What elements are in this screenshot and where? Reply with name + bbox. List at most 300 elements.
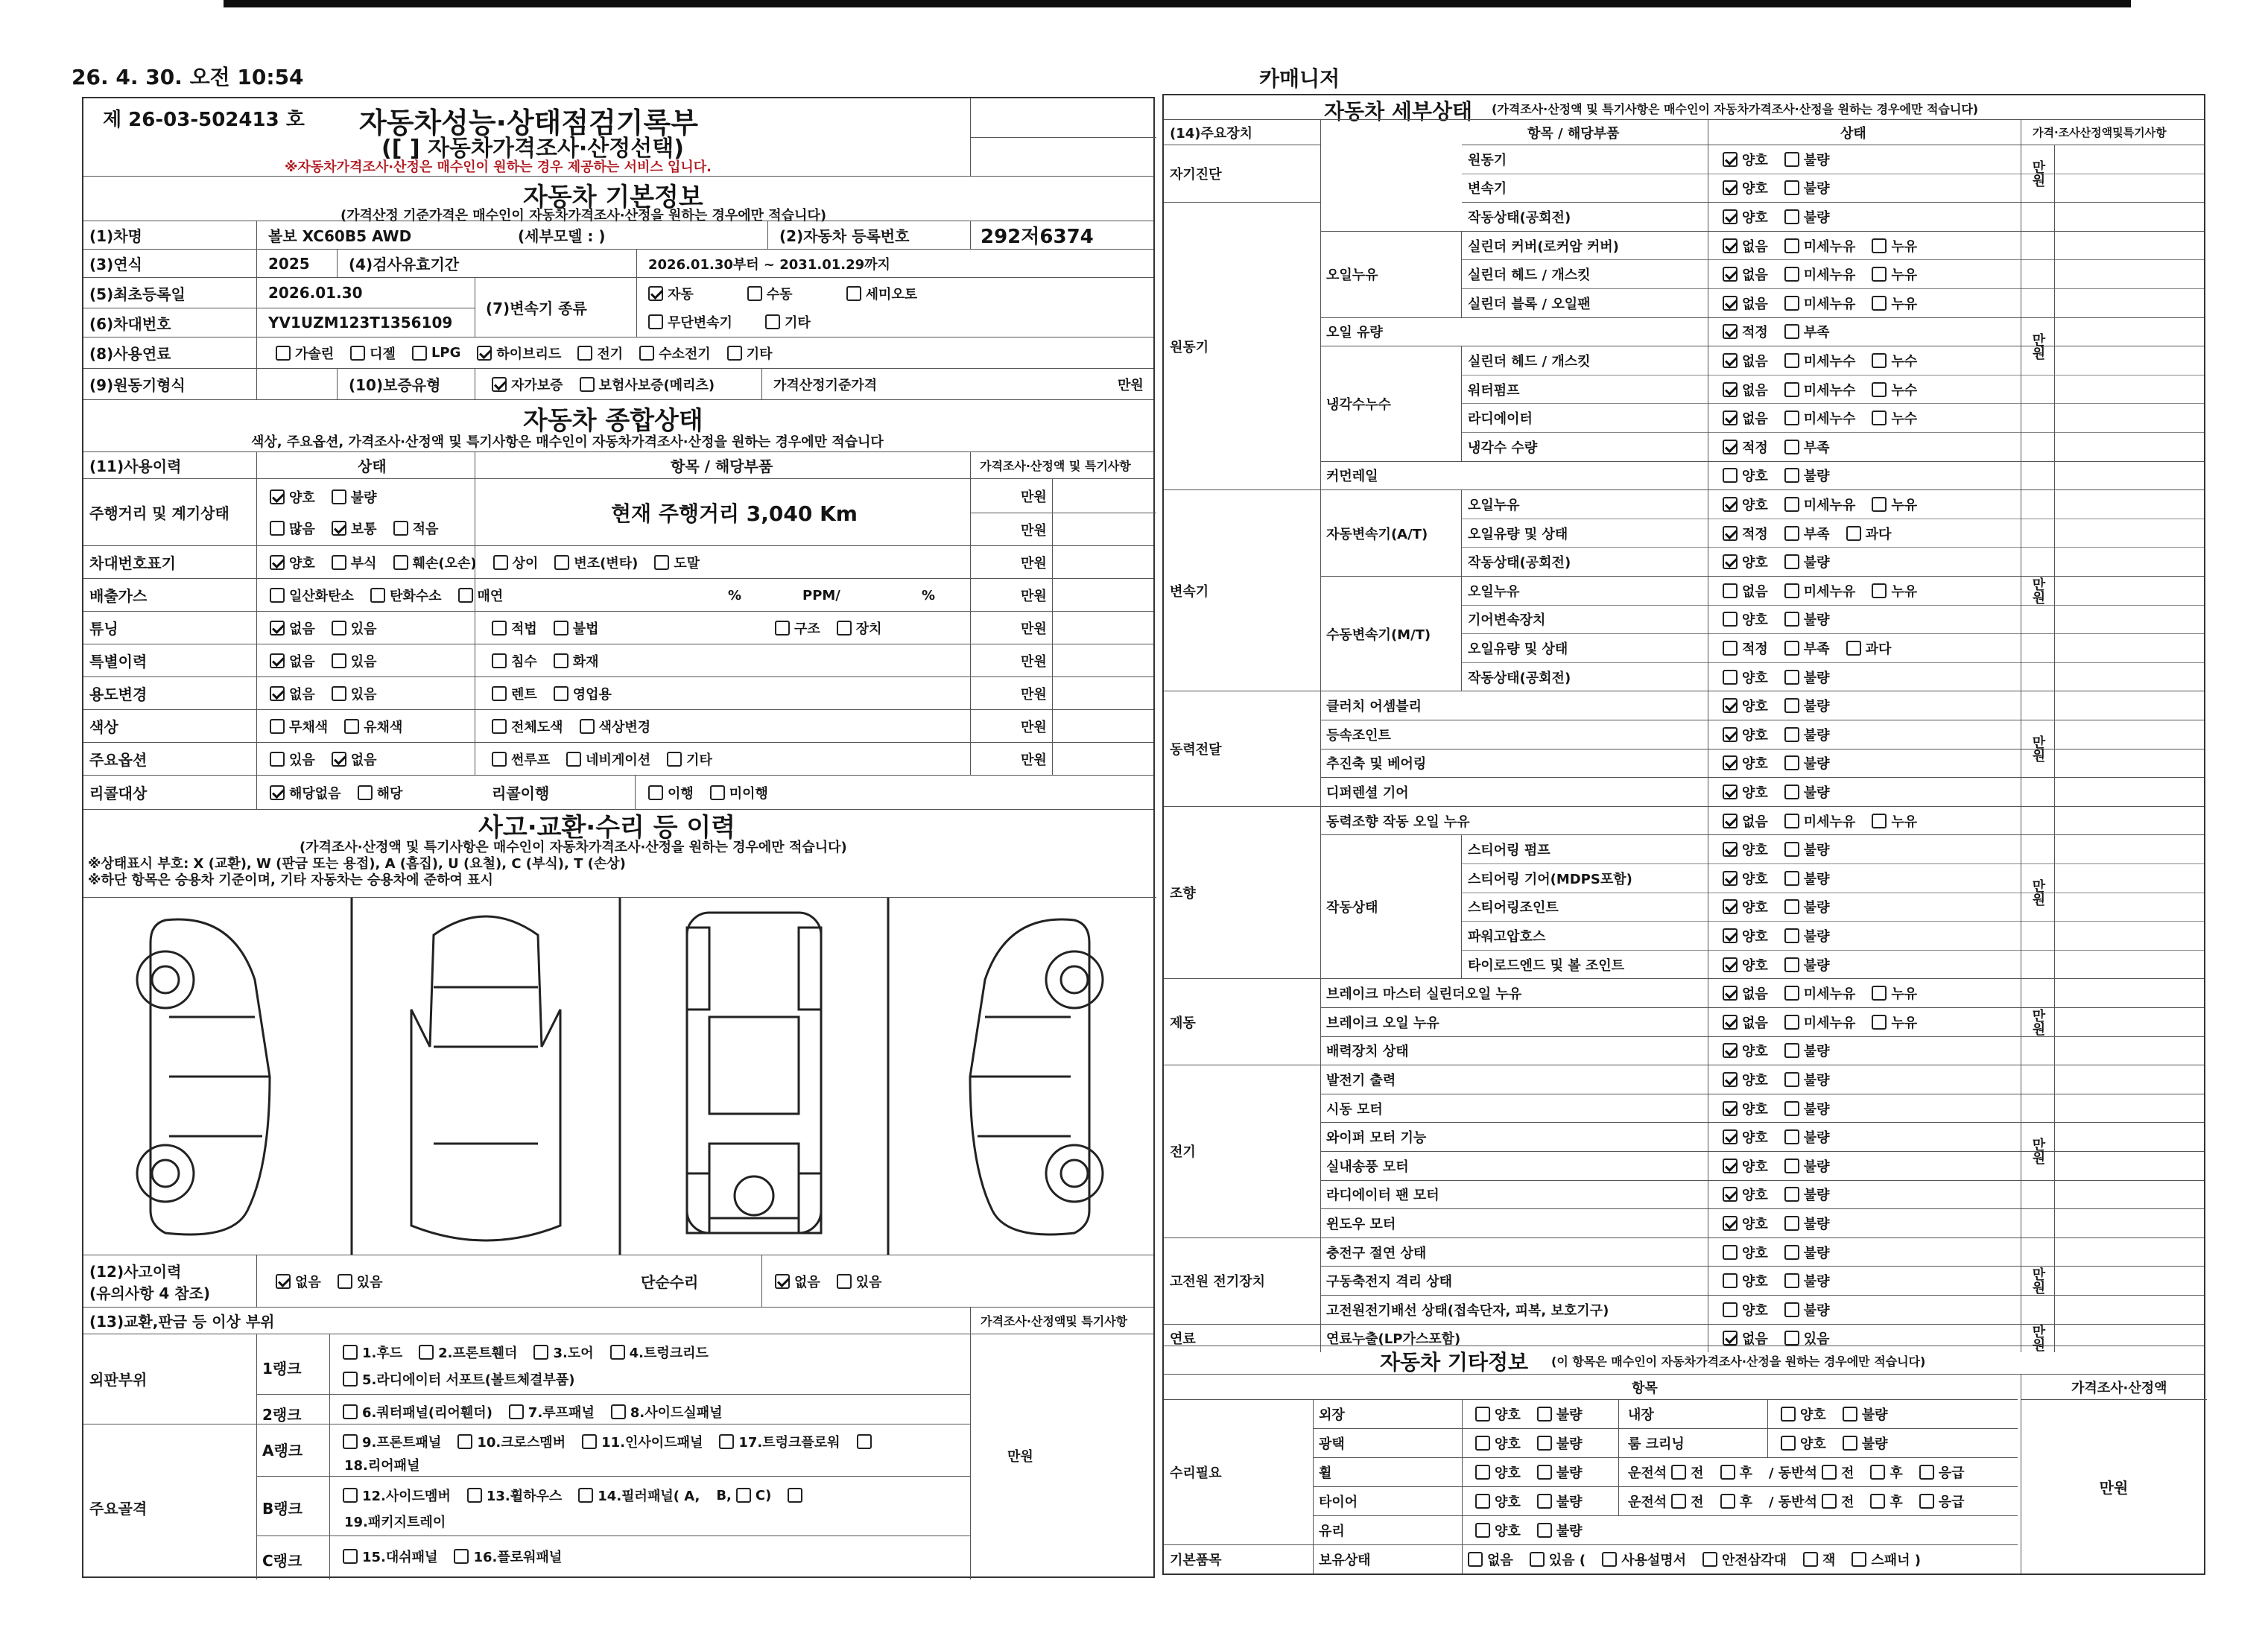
detail-opt-8-0[interactable]: 없음: [1723, 380, 1768, 399]
detail-opt-24-0[interactable]: 양호: [1723, 840, 1768, 859]
checkbox[interactable]: [1475, 1465, 1490, 1480]
checkbox-checked[interactable]: [1723, 1159, 1738, 1173]
part-pillar-b[interactable]: B,: [716, 1487, 732, 1503]
checkbox[interactable]: [1475, 1523, 1490, 1538]
color-opt-1-1[interactable]: 색상변경: [580, 717, 651, 736]
detail-opt-27-0[interactable]: 양호: [1723, 926, 1768, 945]
checkbox[interactable]: [1784, 1101, 1799, 1116]
checkbox[interactable]: [1784, 1015, 1799, 1030]
detail-opt-0-1[interactable]: 불량: [1784, 150, 1830, 169]
checkbox[interactable]: [1784, 670, 1799, 685]
checkbox[interactable]: [1784, 296, 1799, 311]
checkbox[interactable]: [1723, 1245, 1738, 1260]
trans-auto[interactable]: 자동: [648, 284, 694, 303]
checkbox-checked[interactable]: [1723, 554, 1738, 569]
checkbox[interactable]: [610, 1345, 625, 1360]
checkbox[interactable]: [270, 521, 285, 536]
r_room-bad[interactable]: 불량: [1843, 1433, 1888, 1453]
plate-opt-0-2[interactable]: 훼손(오손): [393, 553, 477, 572]
detail-opt-13-2[interactable]: 과다: [1846, 524, 1892, 543]
checkbox[interactable]: [276, 346, 291, 361]
wheel-emergency[interactable]: 응급: [1919, 1462, 1965, 1482]
checkbox[interactable]: [747, 286, 762, 301]
simple-yes[interactable]: 있음: [837, 1272, 882, 1291]
checkbox-checked[interactable]: [1723, 267, 1738, 282]
detail-opt-3-2[interactable]: 누유: [1872, 236, 1917, 256]
checkbox[interactable]: [1784, 554, 1799, 569]
tuning-opt-1-1[interactable]: 불법: [554, 618, 599, 638]
checkbox[interactable]: [1872, 411, 1887, 425]
part-door[interactable]: 3.도어: [533, 1343, 593, 1362]
checkbox-checked[interactable]: [1723, 871, 1738, 886]
checkbox-checked[interactable]: [1723, 727, 1738, 742]
part-side-member[interactable]: 12.사이드멤버: [343, 1486, 451, 1505]
checkbox[interactable]: [1843, 1407, 1857, 1422]
warranty-self[interactable]: 자가보증: [492, 375, 563, 394]
detail-opt-30-0[interactable]: 없음: [1723, 1012, 1768, 1032]
detail-opt-37-0[interactable]: 양호: [1723, 1214, 1768, 1233]
checkbox[interactable]: [719, 1434, 734, 1449]
detail-opt-4-0[interactable]: 없음: [1723, 264, 1768, 284]
checkbox-checked[interactable]: [332, 752, 346, 767]
option-opt-0-0[interactable]: 있음: [270, 749, 315, 769]
checkbox[interactable]: [1720, 1465, 1735, 1480]
checkbox[interactable]: [1872, 583, 1887, 598]
detail-opt-41-1[interactable]: 있음: [1784, 1328, 1830, 1348]
checkbox[interactable]: [1671, 1465, 1686, 1480]
checkbox[interactable]: [1919, 1465, 1934, 1480]
tuning-opt-0-0[interactable]: 없음: [270, 618, 315, 638]
tuning-opt-0-1[interactable]: 있음: [332, 618, 377, 638]
wheel-pass-rear[interactable]: 후: [1870, 1462, 1902, 1482]
detail-opt-17-1[interactable]: 부족: [1784, 638, 1830, 658]
detail-opt-34-1[interactable]: 불량: [1784, 1127, 1830, 1147]
r_inner-bad[interactable]: 불량: [1843, 1404, 1888, 1424]
checkbox-checked[interactable]: [1723, 324, 1738, 339]
checkbox-checked[interactable]: [1723, 1129, 1738, 1144]
checkbox[interactable]: [270, 719, 285, 734]
checkbox[interactable]: [270, 588, 285, 603]
checkbox[interactable]: [1537, 1436, 1552, 1451]
fuel-lpg[interactable]: LPG: [412, 345, 460, 361]
checkbox-checked[interactable]: [1723, 382, 1738, 397]
detail-opt-18-0[interactable]: 양호: [1723, 668, 1768, 687]
checkbox-checked[interactable]: [648, 286, 663, 301]
checkbox[interactable]: [667, 752, 682, 767]
checkbox[interactable]: [1843, 1436, 1857, 1451]
special-opt-1-0[interactable]: 침수: [492, 651, 537, 671]
checkbox-checked[interactable]: [1723, 928, 1738, 943]
trans-cvt[interactable]: 무단변속기: [648, 312, 732, 332]
fuel-hydrogen[interactable]: 수소전기: [639, 343, 711, 363]
checkbox[interactable]: [1784, 957, 1799, 972]
detail-opt-1-0[interactable]: 양호: [1723, 178, 1768, 197]
detail-opt-24-1[interactable]: 불량: [1784, 840, 1830, 859]
checkbox-checked[interactable]: [1723, 296, 1738, 311]
detail-opt-26-0[interactable]: 양호: [1723, 897, 1768, 916]
detail-opt-28-0[interactable]: 양호: [1723, 955, 1768, 974]
detail-opt-17-2[interactable]: 과다: [1846, 638, 1892, 658]
detail-opt-11-1[interactable]: 불량: [1784, 466, 1830, 485]
detail-opt-19-1[interactable]: 불량: [1784, 696, 1830, 715]
checkbox[interactable]: [1822, 1465, 1837, 1480]
checkbox[interactable]: [648, 314, 663, 329]
recall-opt-0-1[interactable]: 해당: [358, 783, 403, 802]
use-opt-1-1[interactable]: 영업용: [554, 684, 612, 703]
trans-semi[interactable]: 세미오토: [846, 284, 918, 303]
detail-opt-10-0[interactable]: 적정: [1723, 437, 1768, 457]
detail-opt-22-1[interactable]: 불량: [1784, 782, 1830, 802]
trans-manual[interactable]: 수동: [747, 284, 793, 303]
tire-pass-rear[interactable]: 후: [1870, 1492, 1902, 1511]
part-radiator-support[interactable]: 5.라디에이터 서포트(볼트체결부품): [343, 1369, 575, 1389]
recall-done-opt-1[interactable]: 미이행: [710, 783, 768, 802]
checkbox[interactable]: [1781, 1407, 1796, 1422]
checkbox[interactable]: [837, 1274, 852, 1289]
emission-opt-0-1[interactable]: 탄화수소: [370, 586, 442, 605]
checkbox[interactable]: [1671, 1494, 1686, 1509]
odo-few[interactable]: 적음: [393, 519, 439, 538]
detail-opt-32-1[interactable]: 불량: [1784, 1070, 1830, 1089]
checkbox[interactable]: [1537, 1494, 1552, 1509]
checkbox[interactable]: [580, 719, 595, 734]
checkbox-checked[interactable]: [1723, 842, 1738, 857]
fuel-gasoline[interactable]: 가솔린: [276, 343, 334, 363]
checkbox[interactable]: [1784, 928, 1799, 943]
detail-opt-7-1[interactable]: 미세누수: [1784, 351, 1856, 370]
wheel-pass-front[interactable]: 전: [1822, 1462, 1854, 1482]
checkbox[interactable]: [578, 1488, 593, 1503]
checkbox[interactable]: [1784, 411, 1799, 425]
checkbox[interactable]: [1872, 382, 1887, 397]
checkbox[interactable]: [1784, 814, 1799, 828]
checkbox[interactable]: [332, 621, 346, 636]
checkbox[interactable]: [1784, 1043, 1799, 1058]
detail-opt-28-1[interactable]: 불량: [1784, 955, 1830, 974]
checkbox-checked[interactable]: [270, 489, 285, 504]
checkbox-checked[interactable]: [1723, 1331, 1738, 1346]
detail-opt-16-0[interactable]: 양호: [1723, 609, 1768, 629]
checkbox[interactable]: [1872, 1015, 1887, 1030]
checkbox-checked[interactable]: [1723, 1187, 1738, 1202]
option-opt-1-2[interactable]: 기타: [667, 749, 712, 769]
checkbox-checked[interactable]: [1723, 1043, 1738, 1058]
checkbox[interactable]: [1784, 871, 1799, 886]
checkbox[interactable]: [1784, 1072, 1799, 1087]
detail-opt-4-1[interactable]: 미세누유: [1784, 264, 1856, 284]
part-side-sill[interactable]: 8.사이드실패널: [611, 1402, 723, 1422]
checkbox[interactable]: [611, 1404, 626, 1419]
emission-opt-0-2[interactable]: 매연: [458, 586, 504, 605]
keep-opt-4[interactable]: 잭: [1803, 1550, 1835, 1569]
tuning-opt-2-0[interactable]: 구조: [775, 618, 820, 638]
checkbox[interactable]: [765, 314, 780, 329]
r_tire-bad[interactable]: 불량: [1537, 1492, 1583, 1511]
checkbox-checked[interactable]: [1723, 440, 1738, 454]
checkbox-checked[interactable]: [1723, 209, 1738, 224]
detail-opt-36-1[interactable]: 불량: [1784, 1185, 1830, 1204]
checkbox[interactable]: [270, 752, 285, 767]
checkbox[interactable]: [1784, 468, 1799, 483]
checkbox[interactable]: [1872, 353, 1887, 368]
detail-opt-15-2[interactable]: 누유: [1872, 581, 1917, 600]
checkbox[interactable]: [1784, 1129, 1799, 1144]
detail-opt-16-1[interactable]: 불량: [1784, 609, 1830, 629]
detail-opt-2-0[interactable]: 양호: [1723, 207, 1768, 226]
plate-opt-0-0[interactable]: 양호: [270, 553, 315, 572]
checkbox[interactable]: [533, 1345, 548, 1360]
part-roof-panel[interactable]: 7.루프패널: [509, 1402, 595, 1422]
checkbox[interactable]: [1872, 497, 1887, 512]
checkbox[interactable]: [1870, 1465, 1885, 1480]
checkbox[interactable]: [1784, 1187, 1799, 1202]
checkbox[interactable]: [1846, 526, 1861, 541]
detail-opt-6-1[interactable]: 부족: [1784, 322, 1830, 341]
checkbox[interactable]: [1784, 842, 1799, 857]
odo-bad[interactable]: 불량: [332, 487, 377, 507]
detail-opt-35-1[interactable]: 불량: [1784, 1156, 1830, 1176]
checkbox[interactable]: [454, 1549, 469, 1564]
checkbox[interactable]: [412, 346, 427, 361]
checkbox[interactable]: [648, 785, 663, 800]
r_outer-bad[interactable]: 불량: [1537, 1404, 1583, 1424]
checkbox[interactable]: [554, 686, 568, 701]
checkbox[interactable]: [1781, 1436, 1796, 1451]
detail-opt-33-0[interactable]: 양호: [1723, 1099, 1768, 1118]
detail-opt-9-2[interactable]: 누수: [1872, 408, 1917, 428]
fuel-electric[interactable]: 전기: [577, 343, 623, 363]
checkbox[interactable]: [1723, 583, 1738, 598]
fuel-hybrid[interactable]: 하이브리드: [477, 343, 561, 363]
detail-opt-8-2[interactable]: 누수: [1872, 380, 1917, 399]
detail-opt-0-0[interactable]: 양호: [1723, 150, 1768, 169]
use-opt-0-0[interactable]: 없음: [270, 684, 315, 703]
checkbox[interactable]: [1784, 785, 1799, 799]
detail-opt-30-1[interactable]: 미세누유: [1784, 1012, 1856, 1032]
checkbox[interactable]: [1784, 583, 1799, 598]
checkbox[interactable]: [1602, 1552, 1617, 1567]
accident-yes[interactable]: 있음: [338, 1272, 383, 1291]
trans-other[interactable]: 기타: [765, 312, 811, 332]
checkbox[interactable]: [727, 346, 742, 361]
detail-opt-2-1[interactable]: 불량: [1784, 207, 1830, 226]
checkbox[interactable]: [1784, 180, 1799, 195]
checkbox[interactable]: [1784, 1245, 1799, 1260]
plate-opt-0-3[interactable]: 상이: [493, 553, 539, 572]
r_gloss-bad[interactable]: 불량: [1537, 1433, 1583, 1453]
warranty-insurer[interactable]: 보험사보증(메리츠): [580, 375, 715, 394]
detail-opt-5-2[interactable]: 누유: [1872, 294, 1917, 313]
detail-opt-12-0[interactable]: 양호: [1723, 495, 1768, 514]
checkbox[interactable]: [1784, 1273, 1799, 1288]
checkbox[interactable]: [1784, 382, 1799, 397]
recall-done-opt-0[interactable]: 이행: [648, 783, 694, 802]
checkbox[interactable]: [1530, 1552, 1545, 1567]
part-front-panel[interactable]: 9.프론트패널: [343, 1432, 441, 1451]
color-opt-1-0[interactable]: 전체도색: [492, 717, 563, 736]
detail-opt-13-1[interactable]: 부족: [1784, 524, 1830, 543]
checkbox[interactable]: [1784, 1159, 1799, 1173]
r_glass-bad[interactable]: 불량: [1537, 1521, 1583, 1540]
checkbox-checked[interactable]: [477, 346, 492, 361]
tuning-opt-2-1[interactable]: 장치: [837, 618, 882, 638]
detail-opt-19-0[interactable]: 양호: [1723, 696, 1768, 715]
checkbox[interactable]: [1872, 986, 1887, 1001]
checkbox[interactable]: [393, 521, 408, 536]
checkbox[interactable]: [343, 1345, 358, 1360]
checkbox-checked[interactable]: [270, 621, 285, 636]
plate-opt-0-5[interactable]: 도말: [654, 553, 700, 572]
r_wheel-ok[interactable]: 양호: [1475, 1462, 1521, 1482]
part-inside-panel[interactable]: 11.인사이드패널: [582, 1432, 703, 1451]
checkbox[interactable]: [1870, 1494, 1885, 1509]
tuning-opt-1-0[interactable]: 적법: [492, 618, 537, 638]
tire-driver-front[interactable]: 전: [1671, 1492, 1703, 1511]
checkbox-checked[interactable]: [1723, 698, 1738, 713]
checkbox[interactable]: [350, 346, 365, 361]
checkbox[interactable]: [1784, 698, 1799, 713]
detail-opt-15-1[interactable]: 미세누유: [1784, 581, 1856, 600]
fuel-other[interactable]: 기타: [727, 343, 773, 363]
detail-opt-7-0[interactable]: 없음: [1723, 351, 1768, 370]
checkbox[interactable]: [1846, 641, 1861, 656]
keep-opt-0[interactable]: 없음: [1468, 1550, 1513, 1569]
detail-opt-17-0[interactable]: 적정: [1723, 638, 1768, 658]
detail-opt-15-0[interactable]: 없음: [1723, 581, 1768, 600]
detail-opt-41-0[interactable]: 없음: [1723, 1328, 1768, 1348]
detail-opt-6-0[interactable]: 적정: [1723, 322, 1768, 341]
checkbox[interactable]: [1720, 1494, 1735, 1509]
checkbox[interactable]: [1784, 1216, 1799, 1231]
detail-opt-26-1[interactable]: 불량: [1784, 897, 1830, 916]
checkbox-checked[interactable]: [1723, 152, 1738, 167]
checkbox-checked[interactable]: [270, 555, 285, 570]
recall-opt-0-0[interactable]: 해당없음: [270, 783, 341, 802]
checkbox[interactable]: [493, 555, 508, 570]
checkbox[interactable]: [846, 286, 861, 301]
checkbox[interactable]: [1723, 641, 1738, 656]
detail-opt-39-1[interactable]: 불량: [1784, 1271, 1830, 1290]
checkbox[interactable]: [458, 588, 473, 603]
checkbox[interactable]: [857, 1434, 872, 1449]
checkbox[interactable]: [1784, 152, 1799, 167]
checkbox-checked[interactable]: [332, 521, 346, 536]
detail-opt-12-1[interactable]: 미세누유: [1784, 495, 1856, 514]
checkbox-checked[interactable]: [1723, 497, 1738, 512]
checkbox[interactable]: [1784, 440, 1799, 454]
special-opt-0-0[interactable]: 없음: [270, 651, 315, 671]
detail-opt-7-2[interactable]: 누수: [1872, 351, 1917, 370]
checkbox[interactable]: [554, 653, 568, 668]
special-opt-0-1[interactable]: 있음: [332, 651, 377, 671]
checkbox[interactable]: [582, 1434, 597, 1449]
detail-opt-21-0[interactable]: 양호: [1723, 753, 1768, 773]
checkbox[interactable]: [1784, 267, 1799, 282]
checkbox[interactable]: [1723, 1302, 1738, 1317]
odo-many[interactable]: 많음: [270, 519, 315, 538]
keep-opt-2[interactable]: 사용설명서: [1602, 1550, 1686, 1569]
checkbox[interactable]: [1784, 353, 1799, 368]
checkbox[interactable]: [1822, 1494, 1837, 1509]
checkbox[interactable]: [343, 1372, 358, 1386]
checkbox[interactable]: [492, 653, 507, 668]
detail-opt-30-2[interactable]: 누유: [1872, 1012, 1917, 1032]
checkbox[interactable]: [509, 1404, 524, 1419]
r_tire-ok[interactable]: 양호: [1475, 1492, 1521, 1511]
checkbox[interactable]: [580, 377, 595, 392]
detail-opt-1-1[interactable]: 불량: [1784, 178, 1830, 197]
checkbox[interactable]: [332, 686, 346, 701]
detail-opt-10-1[interactable]: 부족: [1784, 437, 1830, 457]
keep-opt-5[interactable]: 스패너 ): [1852, 1550, 1921, 1569]
detail-opt-9-0[interactable]: 없음: [1723, 408, 1768, 428]
checkbox-checked[interactable]: [775, 1274, 790, 1289]
checkbox[interactable]: [343, 1488, 358, 1503]
checkbox[interactable]: [419, 1345, 434, 1360]
checkbox[interactable]: [1784, 1302, 1799, 1317]
detail-opt-12-2[interactable]: 누유: [1872, 495, 1917, 514]
detail-opt-3-0[interactable]: 없음: [1723, 236, 1768, 256]
checkbox-checked[interactable]: [1723, 1072, 1738, 1087]
detail-opt-34-0[interactable]: 양호: [1723, 1127, 1768, 1147]
r_outer-ok[interactable]: 양호: [1475, 1404, 1521, 1424]
checkbox[interactable]: [457, 1434, 472, 1449]
checkbox[interactable]: [492, 719, 507, 734]
checkbox-checked[interactable]: [1723, 755, 1738, 770]
detail-opt-25-1[interactable]: 불량: [1784, 869, 1830, 888]
checkbox[interactable]: [1852, 1552, 1866, 1567]
detail-opt-11-0[interactable]: 양호: [1723, 466, 1768, 485]
plate-opt-0-4[interactable]: 변조(변타): [554, 553, 638, 572]
checkbox-checked[interactable]: [270, 785, 285, 800]
checkbox[interactable]: [1784, 1331, 1799, 1346]
keep-has[interactable]: 있음 (: [1530, 1550, 1586, 1569]
checkbox[interactable]: [1723, 670, 1738, 685]
use-opt-0-1[interactable]: 있음: [332, 684, 377, 703]
checkbox-checked[interactable]: [1723, 1015, 1738, 1030]
emission-opt-0-0[interactable]: 일산화탄소: [270, 586, 354, 605]
checkbox[interactable]: [1537, 1407, 1552, 1422]
wheel-driver-front[interactable]: 전: [1671, 1462, 1703, 1482]
detail-opt-32-0[interactable]: 양호: [1723, 1070, 1768, 1089]
checkbox[interactable]: [1784, 899, 1799, 914]
detail-opt-29-2[interactable]: 누유: [1872, 983, 1917, 1003]
checkbox-checked[interactable]: [1723, 411, 1738, 425]
checkbox[interactable]: [1784, 986, 1799, 1001]
checkbox[interactable]: [788, 1488, 802, 1503]
checkbox[interactable]: [343, 1404, 358, 1419]
r_glass-ok[interactable]: 양호: [1475, 1521, 1521, 1540]
checkbox[interactable]: [710, 785, 725, 800]
wheel-driver-rear[interactable]: 후: [1720, 1462, 1752, 1482]
detail-opt-40-1[interactable]: 불량: [1784, 1300, 1830, 1319]
checkbox[interactable]: [1784, 497, 1799, 512]
checkbox[interactable]: [775, 621, 790, 636]
detail-opt-29-0[interactable]: 없음: [1723, 983, 1768, 1003]
checkbox[interactable]: [1784, 526, 1799, 541]
checkbox[interactable]: [1723, 1273, 1738, 1288]
part-extra-box[interactable]: [857, 1434, 876, 1449]
part-cross-member[interactable]: 10.크로스멤버: [457, 1432, 566, 1451]
detail-opt-39-0[interactable]: 양호: [1723, 1271, 1768, 1290]
checkbox[interactable]: [1475, 1494, 1490, 1509]
part-quarter-panel[interactable]: 6.쿼터패널(리어휀더): [343, 1402, 492, 1422]
checkbox[interactable]: [1872, 238, 1887, 253]
special-opt-1-1[interactable]: 화재: [554, 651, 599, 671]
tire-pass-front[interactable]: 전: [1822, 1492, 1854, 1511]
option-opt-1-1[interactable]: 네비게이션: [566, 749, 650, 769]
detail-opt-25-0[interactable]: 양호: [1723, 869, 1768, 888]
